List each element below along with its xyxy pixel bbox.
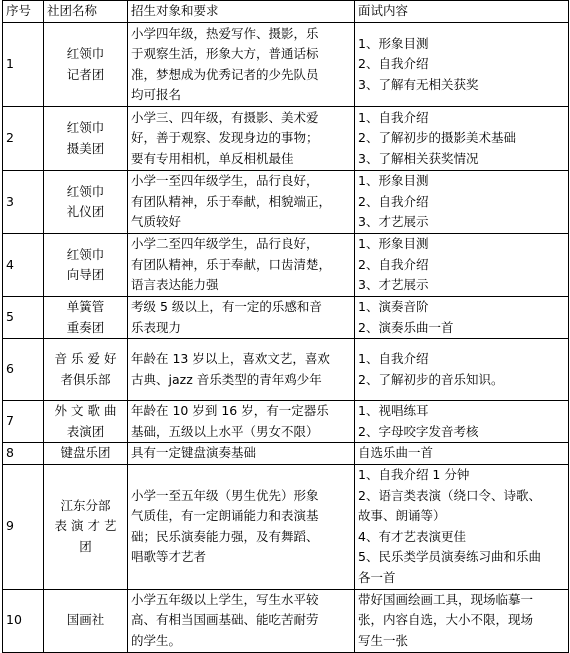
requirements	[128, 234, 355, 297]
club-name-line: 团	[79, 538, 92, 554]
interview-content	[355, 107, 569, 171]
requirement-line: 要有专用相机，单反相机最佳	[131, 150, 294, 166]
club-name-line: 红领巾	[66, 183, 105, 199]
interview-line: 2、了解初步的音乐知识。	[358, 371, 504, 387]
club-name-line: 摄美团	[66, 140, 105, 156]
club-name-line: 记者团	[66, 66, 105, 82]
interview-line: 2、字母咬字发音考核	[358, 423, 479, 439]
table-row	[3, 171, 569, 234]
interview-line: 带好国画绘画工具，现场临摹一	[358, 591, 534, 607]
club-name-line: 表演团	[66, 423, 105, 439]
club-name-line: 音 乐 爱 好	[54, 351, 117, 366]
club-name	[44, 297, 128, 339]
interview-line: 张，内容自选，大小不限，现场	[358, 612, 534, 628]
requirement-line: 础；民乐演奏能力强，及有舞蹈、	[131, 528, 319, 544]
interview-content	[355, 401, 569, 443]
club-name-line: 单簧管	[66, 299, 105, 314]
requirement-line: 有团队精神，乐于奉献，口齿清楚，	[131, 256, 332, 272]
requirement-line: 好，善于观察、发现身边的事物；	[131, 130, 319, 146]
interview-line: 各一首	[358, 569, 396, 585]
header-requirements: 招生对象和要求	[128, 1, 355, 23]
interview-line: 2、语言类表演（绕口令、诗歌、	[358, 487, 541, 503]
requirements	[128, 171, 355, 234]
interview-line: 自选乐曲一首	[358, 445, 434, 460]
club-name	[44, 23, 128, 107]
requirement-line: 均可报名	[131, 87, 182, 102]
header-interview: 面试内容	[355, 1, 569, 23]
interview-line: 4、有才艺表演更佳	[358, 528, 466, 544]
interview-content	[355, 589, 569, 652]
row-number: 3	[3, 171, 44, 234]
interview-line: 3、才艺展示	[358, 214, 429, 230]
interview-line: 1、自我介绍	[358, 109, 429, 125]
requirement-line: 年龄在 13 岁以上，喜欢文艺，喜欢	[131, 351, 330, 366]
header-row	[3, 1, 569, 23]
interview-line: 2、演奏乐曲一首	[358, 319, 454, 335]
requirement-line: 高、有相当国画基础、能吃苦耐劳	[131, 612, 319, 628]
club-name	[44, 589, 128, 652]
requirement-line: 于观察生活，形象大方，普通话标	[131, 46, 319, 61]
row-number: 7	[3, 401, 44, 443]
club-name	[44, 401, 128, 443]
club-name-line: 江东分部	[60, 497, 111, 513]
interview-line: 3、了解有无相关获奖	[358, 76, 479, 92]
requirements	[128, 589, 355, 652]
club-name-line: 红领巾	[66, 246, 105, 262]
interview-content	[355, 23, 569, 107]
requirement-line: 小学一至五年级（男生优先）形象	[131, 487, 319, 503]
table-row	[3, 23, 569, 107]
interview-line: 5、民乐类学员演奏练习曲和乐曲	[358, 549, 541, 564]
interview-line: 2、自我介绍	[358, 256, 429, 272]
interview-content	[355, 297, 569, 339]
club-name-line: 礼仪团	[66, 204, 105, 219]
requirement-line: 考级 5 级以上，有一定的乐感和音	[131, 299, 322, 314]
interview-line: 3、才艺展示	[358, 277, 429, 293]
row-number: 2	[3, 107, 44, 171]
interview-line: 写生一张	[358, 632, 409, 648]
requirements	[128, 401, 355, 443]
table-row	[3, 339, 569, 401]
interview-line: 1、形象目测	[358, 236, 429, 252]
club-recruitment-table	[2, 0, 569, 653]
interview-line: 2、了解初步的摄影美术基础	[358, 130, 516, 146]
row-number: 9	[3, 464, 44, 589]
requirement-line: 基础，五级以上水平（男女不限）	[131, 423, 319, 439]
club-name-line: 红领巾	[66, 46, 105, 61]
interview-line: 2、自我介绍	[358, 56, 429, 72]
requirement-line: 小学五年级以上学生，写生水平较	[131, 591, 319, 607]
interview-content	[355, 464, 569, 589]
interview-line: 2、自我介绍	[358, 193, 429, 209]
table-row	[3, 107, 569, 171]
requirement-line: 语言表达能力强	[131, 277, 219, 293]
club-name	[44, 171, 128, 234]
requirement-line: 乐表现力	[131, 319, 182, 335]
table-row	[3, 589, 569, 652]
requirement-line: 小学一至四年级学生，品行良好，	[131, 173, 319, 189]
interview-content	[355, 171, 569, 234]
interview-line: 1、自我介绍 1 分钟	[358, 467, 470, 482]
club-name-line: 向导团	[66, 267, 105, 282]
club-name-line: 重奏团	[66, 319, 105, 335]
table-row	[3, 401, 569, 443]
requirement-line: 气质佳，有一定朗诵能力和表演基	[131, 508, 319, 523]
club-name-line: 国画社	[66, 612, 105, 628]
club-name	[44, 107, 128, 171]
club-name-line: 表 演 才 艺	[54, 518, 117, 534]
club-name-line: 红领巾	[66, 120, 105, 135]
table-row	[3, 443, 569, 465]
interview-line: 1、形象目测	[358, 173, 429, 189]
interview-line: 故事、朗诵等）	[358, 508, 446, 523]
club-name-line: 者俱乐部	[60, 371, 111, 387]
club-name	[44, 234, 128, 297]
requirement-line: 有团队精神，乐于奉献，相貌端正，	[131, 193, 332, 209]
table-row	[3, 464, 569, 589]
interview-content	[355, 443, 569, 465]
requirement-line: 小学三、四年级，有摄影、美术爱	[131, 109, 319, 125]
requirements	[128, 107, 355, 171]
requirement-line: 唱歌等才艺者	[131, 549, 207, 564]
row-number: 4	[3, 234, 44, 297]
interview-content	[355, 339, 569, 401]
interview-line: 1、视唱练耳	[358, 403, 429, 418]
club-name	[44, 443, 128, 465]
requirement-line: 古典、jazz 音乐类型的青年鸡少年	[131, 371, 322, 387]
requirements	[128, 464, 355, 589]
header-number: 序号	[3, 1, 44, 23]
row-number: 5	[3, 297, 44, 339]
row-number: 6	[3, 339, 44, 401]
row-number: 8	[3, 443, 44, 465]
interview-line: 1、自我介绍	[358, 351, 429, 366]
table-row	[3, 234, 569, 297]
interview-content	[355, 234, 569, 297]
requirement-line: 年龄在 10 岁到 16 岁，有一定器乐	[131, 403, 329, 418]
row-number: 1	[3, 23, 44, 107]
club-name	[44, 339, 128, 401]
interview-line: 1、形象目测	[358, 35, 429, 51]
club-name	[44, 464, 128, 589]
club-name-line: 键盘乐团	[60, 445, 111, 460]
header-club-name: 社团名称	[44, 1, 128, 23]
requirement-line: 小学四年级，热爱写作、摄影，乐	[131, 25, 319, 41]
requirements	[128, 443, 355, 465]
requirements	[128, 297, 355, 339]
club-name-line: 外 文 歌 曲	[54, 403, 117, 418]
requirement-line: 气质较好	[131, 214, 182, 230]
requirements	[128, 339, 355, 401]
interview-line: 1、演奏音阶	[358, 299, 429, 314]
table-row	[3, 297, 569, 339]
requirement-line: 准，梦想成为优秀记者的少先队员	[131, 66, 319, 82]
requirement-line: 小学二至四年级学生，品行良好，	[131, 236, 319, 252]
row-number: 10	[3, 589, 44, 652]
interview-line: 3、了解相关获奖情况	[358, 150, 479, 166]
requirements	[128, 23, 355, 107]
requirement-line: 具有一定键盘演奏基础	[131, 445, 257, 460]
requirement-line: 的学生。	[131, 632, 182, 648]
